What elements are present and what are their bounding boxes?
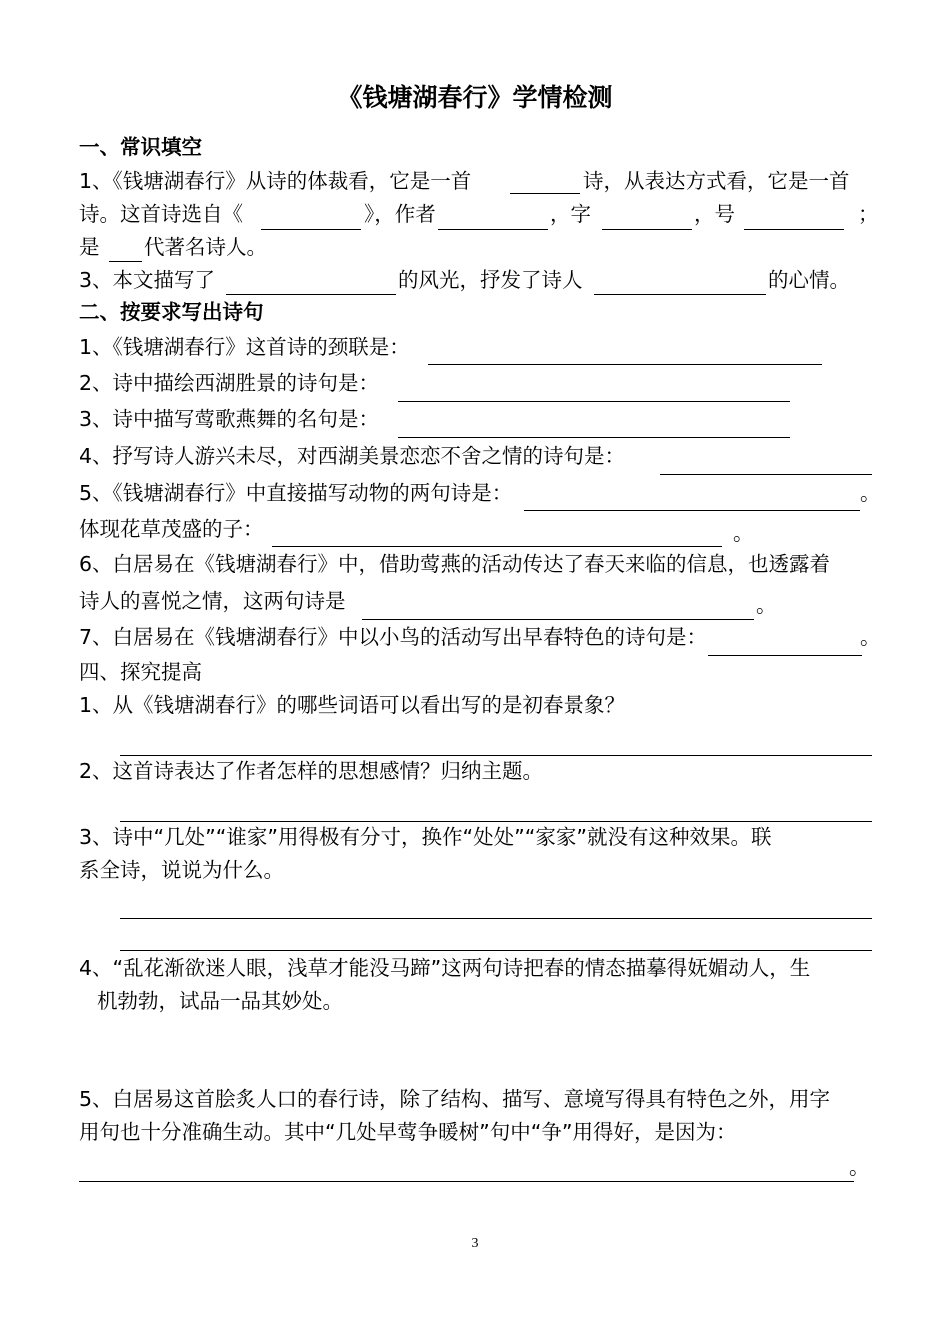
- q1-text-f: ，号: [694, 202, 735, 226]
- poem-q5-sub: 体现花草茂盛的子：: [79, 517, 264, 541]
- q1-text-a: 1、《钱塘湖春行》从诗的体裁看，它是一首: [79, 169, 472, 193]
- q3-text-c: 的心情。: [768, 268, 850, 292]
- answer-line-p4[interactable]: [660, 474, 872, 475]
- blank-mood[interactable]: [594, 294, 766, 295]
- explore-q5-period: 。: [849, 1155, 870, 1179]
- q1-text-c: 诗。这首诗选自《: [79, 202, 243, 226]
- poem-q1: 1、《钱塘湖春行》这首诗的颈联是：: [79, 335, 410, 359]
- q1-text-h: 是: [79, 235, 100, 259]
- explore-q4-line1: 4、“乱花渐欲迷人眼，浅草才能没马蹄”这两句诗把春的情态描摹得妩媚动人，生: [79, 956, 811, 980]
- q1-text-i: 代著名诗人。: [144, 235, 267, 259]
- answer-line-p2[interactable]: [398, 401, 790, 402]
- answer-line-e1[interactable]: [120, 755, 872, 756]
- section-heading-2: 二、按要求写出诗句: [79, 300, 264, 324]
- poem-q4: 4、抒写诗人游兴未尽，对西湖美景恋恋不舍之情的诗句是：: [79, 444, 626, 468]
- q3-text-a: 3、本文描写了: [79, 268, 216, 292]
- poem-q6-line2: 诗人的喜悦之情，这两句诗是: [79, 589, 346, 613]
- poem-q7-period: 。: [860, 625, 881, 649]
- blank-dynasty[interactable]: [109, 261, 142, 262]
- poem-q6-period: 。: [756, 593, 777, 617]
- blank-author[interactable]: [438, 229, 548, 230]
- q1-text-d: 》，作者: [364, 202, 436, 226]
- blank-courtesy-name[interactable]: [602, 229, 692, 230]
- answer-line-e2[interactable]: [120, 821, 872, 822]
- answer-line-p3[interactable]: [398, 437, 790, 438]
- poem-q2: 2、诗中描绘西湖胜景的诗句是：: [79, 371, 380, 395]
- answer-line-e3a[interactable]: [120, 918, 872, 919]
- explore-q5-line1: 5、白居易这首脍炙人口的春行诗，除了结构、描写、意境写得具有特色之外，用字: [79, 1087, 831, 1111]
- blank-source[interactable]: [261, 229, 361, 230]
- answer-line-p5[interactable]: [524, 510, 860, 511]
- explore-q3-line1: 3、诗中“几处”“谁家”用得极有分寸，换作“处处”“家家”就没有这种效果。联: [79, 825, 772, 849]
- poem-q5: 5、《钱塘湖春行》中直接描写动物的两句诗是：: [79, 481, 513, 505]
- answer-line-p6[interactable]: [362, 619, 754, 620]
- blank-scenery[interactable]: [226, 294, 396, 295]
- blank-genre[interactable]: [510, 193, 580, 194]
- q1-text-b: 诗，从表达方式看，它是一首: [583, 169, 850, 193]
- answer-line-e5[interactable]: [79, 1181, 854, 1182]
- explore-q4-line2: 机勃勃，试品一品其妙处。: [97, 989, 343, 1013]
- answer-line-p7[interactable]: [708, 655, 862, 656]
- answer-line-p5-sub[interactable]: [272, 546, 722, 547]
- q1-text-g: ；: [858, 202, 879, 226]
- answer-line-e3b[interactable]: [120, 950, 872, 951]
- answer-line-p1[interactable]: [428, 364, 822, 365]
- section-heading-1: 一、常识填空: [79, 135, 202, 159]
- explore-q1: 1、从《钱塘湖春行》的哪些词语可以看出写的是初春景象？: [79, 693, 626, 717]
- poem-q3: 3、诗中描写莺歌燕舞的名句是：: [79, 407, 380, 431]
- page-number: 3: [471, 1236, 479, 1251]
- explore-q5-line2: 用句也十分准确生动。其中“几处早莺争暖树”句中“争”用得好，是因为：: [79, 1120, 737, 1144]
- explore-q2: 2、这首诗表达了作者怎样的思想感情？归纳主题。: [79, 759, 544, 783]
- q1-text-e: ，字: [550, 202, 591, 226]
- poem-q5-period: 。: [860, 481, 881, 505]
- explore-q3-line2: 系全诗，说说为什么。: [79, 858, 284, 882]
- page-title: 《钱塘湖春行》学情检测: [337, 83, 613, 112]
- poem-q6-line1: 6、白居易在《钱塘湖春行》中，借助莺燕的活动传达了春天来临的信息，也透露着: [79, 552, 831, 576]
- blank-art-name[interactable]: [744, 229, 844, 230]
- q3-text-b: 的风光，抒发了诗人: [398, 268, 583, 292]
- poem-q5-sub-period: 。: [733, 521, 754, 545]
- section-heading-4: 四、探究提高: [79, 660, 202, 684]
- poem-q7: 7、白居易在《钱塘湖春行》中以小鸟的活动写出早春特色的诗句是：: [79, 625, 708, 649]
